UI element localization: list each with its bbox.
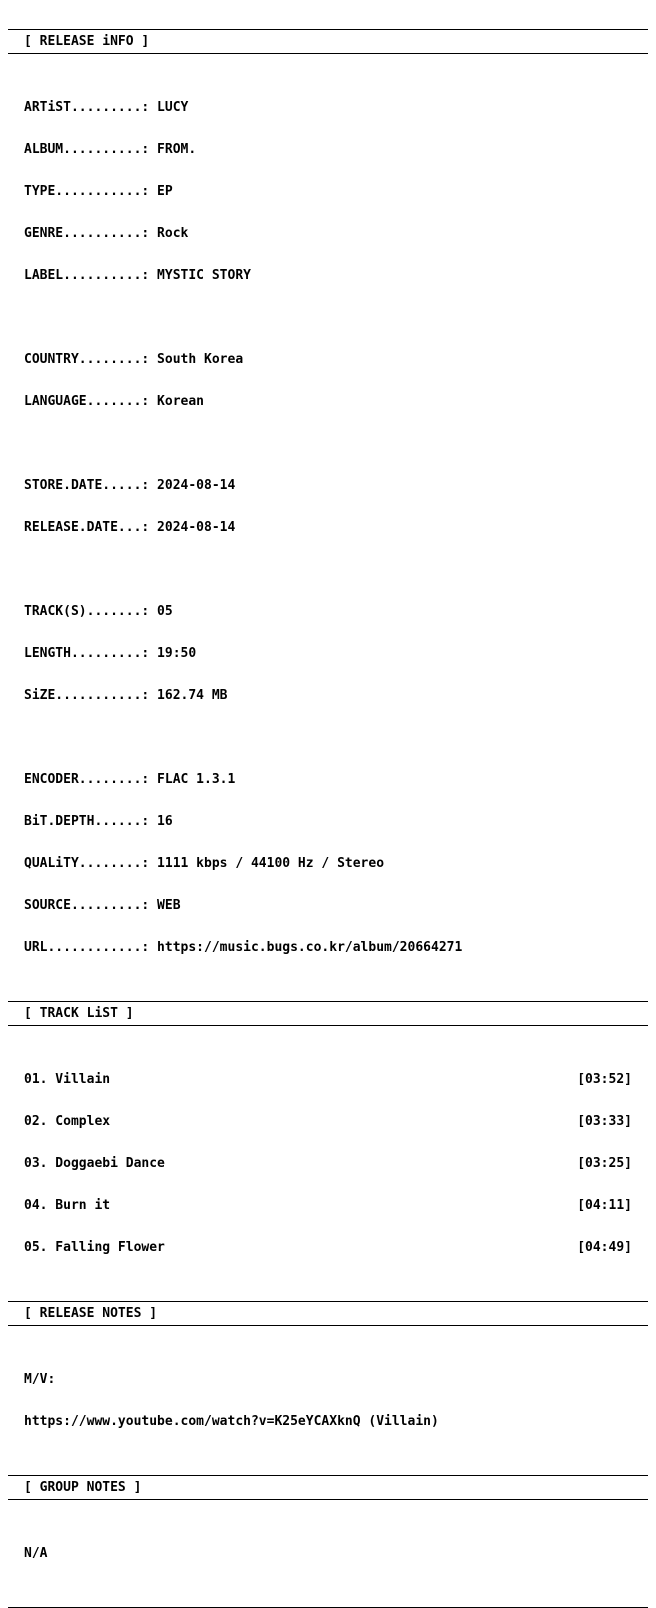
release-notes-block <box>8 1344 648 1458</box>
info-size: SiZE...........: 162.74 MB <box>24 688 228 703</box>
info-quality: QUALiTY........: 1111 kbps / 44100 Hz / Stereo <box>24 856 385 871</box>
info-store-date: STORE.DATE.....: 2024-08-14 <box>24 478 236 493</box>
track-row <box>24 1200 632 1212</box>
section-title-release-info: [ RELEASE iNFO ] <box>24 34 150 49</box>
info-album: ALBUM..........: FROM. <box>24 142 197 157</box>
track-title: 05. Falling Flower <box>24 1240 165 1255</box>
info-type: TYPE...........: EP <box>24 184 173 199</box>
info-encoder: ENCODER........: FLAC 1.3.1 <box>24 772 236 787</box>
info-genre: GENRE..........: Rock <box>24 226 189 241</box>
track-duration: [04:49] <box>577 1240 632 1255</box>
track-title: 04. Burn it <box>24 1198 111 1213</box>
info-source: SOURCE.........: WEB <box>24 898 181 913</box>
section-title-release-notes: [ RELEASE NOTES ] <box>24 1306 158 1321</box>
info-artist: ARTiST.........: LUCY <box>24 100 189 115</box>
track-row <box>24 1074 632 1086</box>
info-label: LABEL..........: MYSTIC STORY <box>24 268 251 283</box>
info-language: LANGUAGE.......: Korean <box>24 394 205 409</box>
info-length: LENGTH.........: 19:50 <box>24 646 197 661</box>
track-title: 01. Villain <box>24 1072 111 1087</box>
track-title: 03. Doggaebi Dance <box>24 1156 165 1171</box>
track-duration: [03:52] <box>577 1072 632 1087</box>
track-row <box>24 1116 632 1128</box>
mv-label: M/V: <box>24 1372 56 1387</box>
track-list-block <box>8 1044 648 1284</box>
track-row <box>24 1242 632 1254</box>
group-notes-text: N/A <box>24 1546 48 1561</box>
info-bit-depth: BiT.DEPTH......: 16 <box>24 814 173 829</box>
track-duration: [03:33] <box>577 1114 632 1129</box>
track-duration: [03:25] <box>577 1156 632 1171</box>
track-title: 02. Complex <box>24 1114 111 1129</box>
info-release-date: RELEASE.DATE...: 2024-08-14 <box>24 520 236 535</box>
section-title-group-notes: [ GROUP NOTES ] <box>24 1480 142 1495</box>
mv-link: https://www.youtube.com/watch?v=K25eYCAXknQ (Villain) <box>24 1414 439 1429</box>
release-info-block <box>8 72 648 984</box>
track-row <box>24 1158 632 1170</box>
section-title-track-list: [ TRACK LiST ] <box>24 1006 134 1021</box>
info-country: COUNTRY........: South Korea <box>24 352 244 367</box>
info-tracks: TRACK(S).......: 05 <box>24 604 173 619</box>
group-notes-block <box>8 1518 648 1590</box>
track-duration: [04:11] <box>577 1198 632 1213</box>
nfo-document <box>8 0 648 1608</box>
info-url: URL............: https://music.bugs.co.kr/album/20664271 <box>24 940 463 955</box>
